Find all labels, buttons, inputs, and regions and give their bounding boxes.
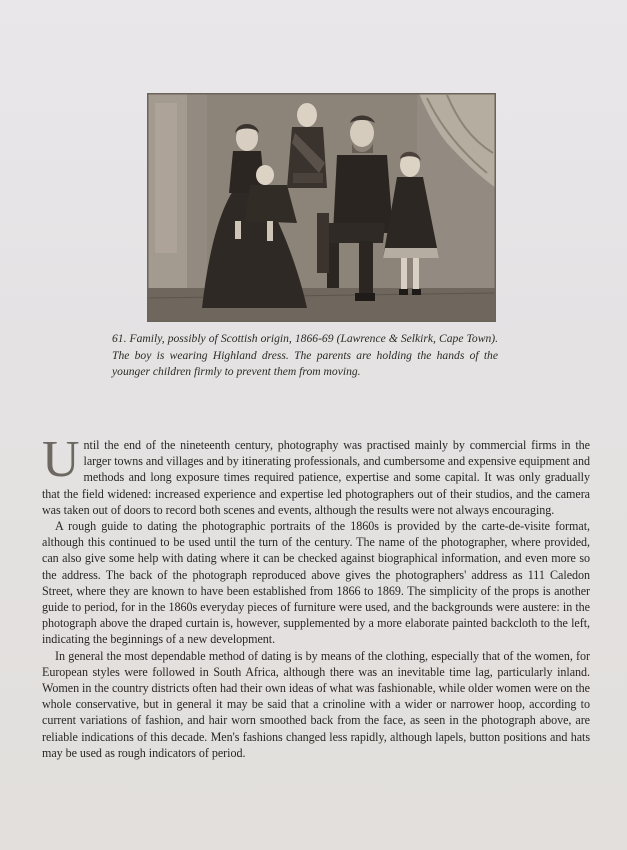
paragraph-1	[42, 431, 590, 518]
figure-caption	[112, 331, 498, 381]
paragraph-2: A rough guide to dating the photographic portraits of the 1860s is provided by the carte-de-visite format, although this continued to be used until the turn of the century. The name of the photographer, where provided, can also give some help with dating where it can be checked against biographical information, and even more so the address. The back of the photograph reproduced above gives the photographers' address as 111 Caledon Street, where they are known to have been established from 1866 to 1869. The simplicity of the props is another guide to period, for in the 1860s everyday pieces of furniture were used, and the backgrounds were austere: in the photograph above the draped curtain is, however, supplemented by a more elaborate painted backcloth to the left, indicating the beginnings of a new development.	[42, 519, 590, 647]
paragraph-1-text: ntil the end of the nineteenth century, photography was practised mainly by commercial firms in the larger towns and villages and by itinerating professionals, and cumbersome and expensive equipment and methods and long exposure times required patience, expertise and some capital. It was only gradually that the field widened: increased experience and expertise led photographers out of their studios, and the camera was taken out of doors to record both scenes and events, although the results were not always encouraging.	[42, 438, 590, 517]
paragraph-3: In general the most dependable method of dating is by means of the clothing, especially that of the women, for European styles were followed in South Africa, although there was an inevitable time lag, particularly inland. Women in the country districts often had their own ideas of what was fashionable, while older women were on the whole conservative, but in general it may be said that a crinoline with a wider or narrower hoop, according to current variations of fashion, and hair worn smoothed back from the face, as seen in the photograph above, are reliable indications of this decade. Men's fashions changed less rapidly, although lapels, button positions and hats may be used as rough indicators of period.	[42, 648, 590, 760]
caption-text: 61. Family, possibly of Scottish origin, 1866-69 (Lawrence & Selkirk, Cape Town). The boy is wearing Highland dress. The parents are holding the hands of the younger children firmly to prevent them from moving.	[112, 332, 498, 378]
photograph-illustration	[147, 93, 496, 322]
article-body	[42, 431, 590, 761]
family-photograph	[147, 93, 496, 322]
drop-cap-letter: U	[42, 431, 80, 488]
